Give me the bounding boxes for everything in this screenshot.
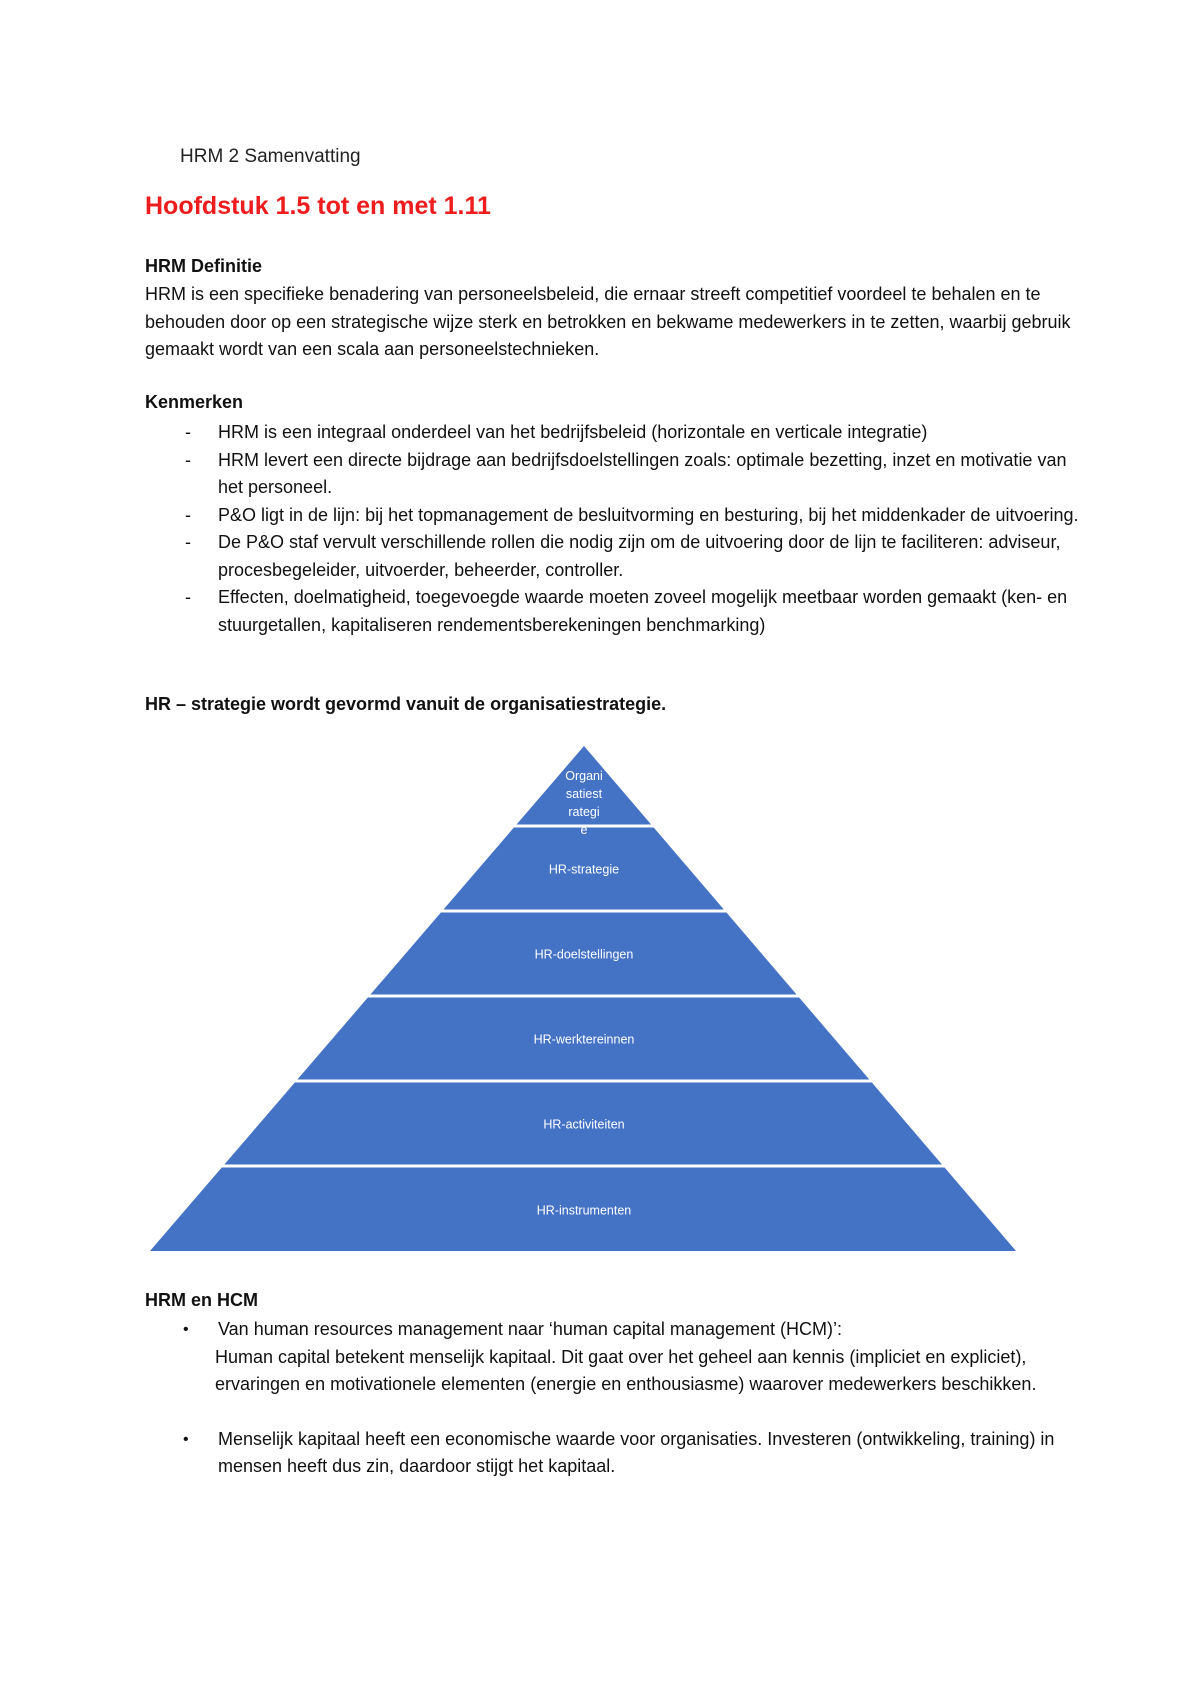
hcm-list: [145, 1316, 1095, 1481]
list-item: [145, 1426, 1095, 1481]
list-item-text: HRM is een integraal onderdeel van het bedrijfsbeleid (horizontale en verticale integratie): [218, 422, 928, 442]
hcm-heading: HRM en HCM: [145, 1290, 258, 1310]
dash-marker: -: [185, 449, 191, 470]
dash-marker: -: [185, 504, 191, 525]
strategy-heading: HR – strategie wordt gevormd vanuit de organisatiestrategie.: [145, 694, 667, 714]
dash-marker: -: [185, 532, 191, 552]
list-item: [145, 529, 1095, 584]
pyramid-layer-label: HR-instrumenten: [536, 1203, 632, 1218]
kenmerken-heading: Kenmerken: [145, 392, 244, 412]
list-item: [145, 419, 1095, 447]
pyramid-layer-label: HR-doelstellingen: [534, 947, 634, 962]
chapter-title: Hoofdstuk 1.5 tot en met 1.11: [145, 192, 491, 220]
dash-marker: -: [185, 587, 191, 607]
list-item: [145, 1316, 1095, 1399]
list-item-text: Effecten, doelmatigheid, toegevoegde waarde moeten zoveel mogelijk meetbaar worden gemaakt (ken- en stuurgetallen, kapitaliseren rendementsberekeningen benchmarking): [218, 587, 1068, 635]
pyramid-layer-label: HR-werktereinnen: [533, 1032, 635, 1047]
pyramid-top-label-line: e: [580, 823, 588, 837]
definition-heading: HRM Definitie: [145, 256, 262, 276]
bullet-marker: •: [183, 1430, 189, 1448]
list-item: [145, 584, 1095, 639]
list-item: [145, 447, 1095, 502]
list-item-text: P&O ligt in de lijn: bij het topmanagement de besluitvorming en besturing, bij het middenkader de uitvoering.: [218, 504, 1079, 525]
hcm-item-text: Menselijk kapitaal heeft een economische waarde voor organisaties. Investeren (ontwikkeling, training) in mensen heeft dus zin, daardoor stijgt het kapitaal.: [218, 1428, 1055, 1476]
pyramid-layer-label: HR-activiteiten: [543, 1117, 625, 1132]
pyramid-layer-label: HR-strategie: [548, 862, 620, 877]
pyramid-top-label-line: Organi: [565, 769, 603, 783]
pyramid-layers: [150, 746, 1016, 1251]
kenmerken-list: [145, 419, 1095, 639]
definition-text: HRM is een specifieke benadering van personeelsbeleid, die ernaar streeft competitief voordeel te behalen en te behouden door op een strategische wijze sterk en betrokken en bekwame medewerkers in te zetten, waarbij gebruik gemaakt wordt van een scala aan personeelstechnieken.: [145, 284, 1071, 359]
dash-marker: -: [185, 422, 191, 442]
list-item-text: De P&O staf vervult verschillende rollen die nodig zijn om de uitvoering door de lijn te faciliteren: adviseur, procesbegeleider, uitvoerder, beheerder, controller.: [218, 532, 1061, 580]
document-title: HRM 2 Samenvatting: [180, 146, 361, 167]
bullet-marker: •: [183, 1321, 189, 1338]
list-item: [145, 502, 1095, 530]
pyramid-top-label-line: satiest: [565, 787, 603, 801]
hcm-item-text: Human capital betekent menselijk kapitaal. Dit gaat over het geheel aan kennis (impliciet en expliciet), ervaringen en motivationele elementen (energie en enthousiasme) waarover medewerkers beschikken.: [215, 1346, 1037, 1394]
pyramid-top-label-line: rategi: [568, 805, 600, 819]
hcm-item-title: Van human resources management naar ‘human capital management (HCM)’:: [218, 1319, 842, 1339]
hr-pyramid-diagram: [0, 740, 1200, 1260]
list-item-text: HRM levert een directe bijdrage aan bedrijfsdoelstellingen zoals: optimale bezetting, inzet en motivatie van het personeel.: [218, 449, 1067, 497]
